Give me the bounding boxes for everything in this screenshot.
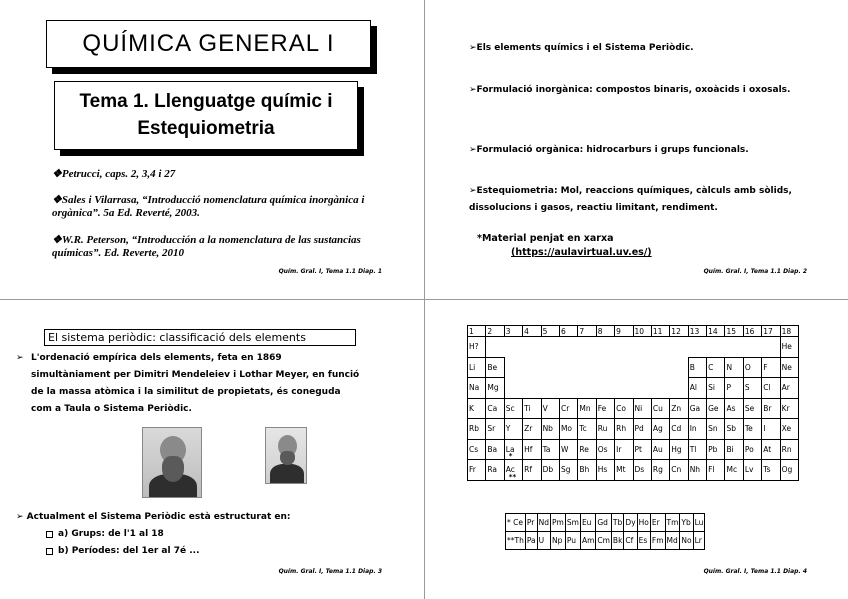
element-cell: Sc (504, 398, 522, 419)
element-cell: C (707, 357, 725, 378)
element-cell: Nb (541, 419, 559, 440)
element-cell: Ru (596, 419, 614, 440)
element-cell: In (688, 419, 706, 440)
element-cell: Pu (565, 532, 580, 550)
element-cell: Fe (596, 398, 614, 419)
topic-item: ➢Estequiometria: Mol, reaccions químiques, càlculs amb sòlids, dissolucions i gasos, reactiu limitant, rendiment. (469, 186, 792, 213)
element-cell: H? (468, 337, 486, 358)
f-block-marker: * (508, 452, 513, 460)
group-number: 15 (725, 326, 743, 337)
element-cell: Pr (525, 514, 537, 532)
element-cell: Er (650, 514, 665, 532)
checkbox-icon (46, 548, 53, 555)
intro-text: L'ordenació empírica dels elements, feta en 1869 simultàniament per Dimitri Mendeleiev i Lothar Meyer, en funció de la massa atòmica i la similitut de propietats, és coneguda com a Taula o Sistema Periòdic. (31, 353, 360, 414)
topic-title-line2: Estequiometria (137, 118, 275, 140)
period-row (468, 398, 799, 419)
element-cell: Rh (615, 419, 633, 440)
period-row (468, 357, 799, 378)
element-cell: Pt (633, 439, 651, 460)
group-number: 4 (523, 326, 541, 337)
element-cell: Se (743, 398, 761, 419)
element-cell: Xe (780, 419, 798, 440)
element-cell: Np (551, 532, 566, 550)
element-cell: Ir (615, 439, 633, 460)
element-cell: Li (468, 357, 486, 378)
meyer-portrait (265, 427, 307, 484)
element-cell: Cu (651, 398, 669, 419)
element-cell: Sr (486, 419, 504, 440)
element-cell: Si (707, 378, 725, 399)
period-row (468, 460, 799, 481)
slide-footer: Quím. Gral. I, Tema 1.1 Diap. 1 (278, 268, 382, 275)
element-cell: O (743, 357, 761, 378)
element-cell: Mt (615, 460, 633, 481)
element-cell: W (559, 439, 577, 460)
element-cell: Lu (693, 514, 705, 532)
group-number: 13 (688, 326, 706, 337)
element-cell: Pa (525, 532, 537, 550)
group-number: 5 (541, 326, 559, 337)
element-cell: Ti (523, 398, 541, 419)
element-cell: Lr (693, 532, 705, 550)
element-cell: Sm (565, 514, 580, 532)
reference-item: ❖Petrucci, caps. 2, 3,4 i 27 (52, 168, 176, 180)
element-cell: Mo (559, 419, 577, 440)
element-cell: Br (762, 398, 780, 419)
element-cell: V (541, 398, 559, 419)
element-cell: Na (468, 378, 486, 399)
aulavirtual-link[interactable]: (https://aulavirtual.uv.es/) (511, 247, 652, 258)
element-symbol: La (505, 444, 515, 454)
element-cell: Pm (551, 514, 566, 532)
element-cell: Sb (725, 419, 743, 440)
element-cell: Am (580, 532, 595, 550)
sub-item-periods (16, 543, 376, 560)
element-symbol: Ac (505, 465, 515, 475)
slide-footer: Quím. Gral. I, Tema 1.1 Diap. 4 (703, 568, 807, 575)
element-cell: Bi (725, 439, 743, 460)
element-cell: Ag (651, 419, 669, 440)
checkbox-icon (46, 531, 53, 538)
element-cell: Pd (633, 419, 651, 440)
element-cell: **Th (506, 532, 526, 550)
element-cell: Bk (611, 532, 624, 550)
element-cell: Cl (762, 378, 780, 399)
element-cell: At (762, 439, 780, 460)
element-cell: As (725, 398, 743, 419)
element-cell: Te (743, 419, 761, 440)
element-cell: Ar (780, 378, 798, 399)
group-number: 18 (780, 326, 798, 337)
element-cell: Tl (688, 439, 706, 460)
sub-item-periods-text: b) Períodes: del 1er al 7é ... (58, 546, 200, 556)
topic-item: ➢Formulació inorgànica: compostos binaris, oxoàcids i oxosals. (469, 85, 791, 95)
element-cell: S (743, 378, 761, 399)
element-cell: Og (780, 460, 798, 481)
element-cell: Es (637, 532, 650, 550)
slide-3 (0, 300, 424, 599)
element-cell: Fm (650, 532, 665, 550)
element-cell: Rb (468, 419, 486, 440)
topic-title-box (54, 81, 358, 150)
element-cell: Tm (665, 514, 680, 532)
element-cell: Md (665, 532, 680, 550)
empty-cell (504, 357, 688, 378)
element-cell: Rg (651, 460, 669, 481)
group-number: 17 (762, 326, 780, 337)
slide-footer: Quím. Gral. I, Tema 1.1 Diap. 2 (703, 268, 807, 275)
element-cell: F (762, 357, 780, 378)
element-cell: Tb (611, 514, 624, 532)
element-cell: Db (541, 460, 559, 481)
topic-item: ➢Els elements químics i el Sistema Periòdic. (469, 43, 694, 53)
structure-list (16, 509, 376, 560)
element-cell: Cn (670, 460, 688, 481)
element-cell: Hf (523, 439, 541, 460)
element-cell: P (725, 378, 743, 399)
element-cell: Ni (633, 398, 651, 419)
group-number: 12 (670, 326, 688, 337)
element-cell: Ts (762, 460, 780, 481)
group-number: 11 (651, 326, 669, 337)
group-number: 2 (486, 326, 504, 337)
group-number: 14 (707, 326, 725, 337)
empty-cell (504, 378, 688, 399)
element-cell: Ba (486, 439, 504, 460)
group-number: 7 (578, 326, 596, 337)
element-cell: Cr (559, 398, 577, 419)
element-cell: Sn (707, 419, 725, 440)
element-cell: Ne (780, 357, 798, 378)
period-row (468, 378, 799, 399)
material-note-text: *Material penjat en xarxa (477, 233, 614, 244)
intro-paragraph (16, 350, 361, 418)
element-cell: Ge (707, 398, 725, 419)
element-cell: Rf (523, 460, 541, 481)
actinides-row (506, 532, 705, 550)
element-cell: Tc (578, 419, 596, 440)
element-cell: K (468, 398, 486, 419)
element-cell: Co (615, 398, 633, 419)
reference-item: ❖Sales i Vilarrasa, “Introducció nomenclatura química inorgànica i orgànica”. 5a Ed. Reverté, 2003. (52, 194, 365, 219)
slide-1 (0, 0, 424, 299)
period-row (468, 419, 799, 440)
slide-title: El sistema periòdic: classificació dels elements (44, 329, 356, 346)
element-cell: Rn (780, 439, 798, 460)
group-number: 6 (559, 326, 577, 337)
period-row (468, 439, 799, 460)
empty-cell (486, 337, 780, 358)
lanthanides-row (506, 514, 705, 532)
element-cell: Al (688, 378, 706, 399)
element-cell: Ra (486, 460, 504, 481)
group-header-row (468, 326, 799, 337)
element-cell: Hg (670, 439, 688, 460)
element-cell: Y (504, 419, 522, 440)
element-cell: Eu (580, 514, 595, 532)
element-cell: Fl (707, 460, 725, 481)
sub-item-groups (16, 526, 376, 543)
element-cell: Ga (688, 398, 706, 419)
element-cell: Gd (596, 514, 612, 532)
element-cell: Hs (596, 460, 614, 481)
element-cell: Nh (688, 460, 706, 481)
structure-bullet: ➢ Actualment el Sistema Periòdic està estructurat en: (16, 512, 291, 522)
reference-item: ❖W.R. Peterson, “Introducción a la nomenclatura de las sustancias químicas”. Ed. Reverte, 2010 (52, 234, 361, 259)
element-cell: Ho (637, 514, 650, 532)
element-cell: Ta (541, 439, 559, 460)
element-cell: Mc (725, 460, 743, 481)
topic-title-line1: Tema 1. Llenguatge químic i (79, 90, 333, 112)
material-note (477, 232, 652, 260)
element-cell: Bh (578, 460, 596, 481)
slide-2 (425, 0, 848, 299)
element-cell: Mn (578, 398, 596, 419)
period-row (468, 337, 799, 358)
element-cell: No (680, 532, 693, 550)
course-title: QUÍMICA GENERAL I (46, 20, 371, 68)
element-cell: U (537, 532, 550, 550)
element-cell: Dy (624, 514, 637, 532)
group-number: 1 (468, 326, 486, 337)
group-number: 9 (615, 326, 633, 337)
element-cell: Nd (537, 514, 550, 532)
element-cell: Lv (743, 460, 761, 481)
topic-item: ➢Formulació orgànica: hidrocarburs i grups funcionals. (469, 145, 749, 155)
group-number: 16 (743, 326, 761, 337)
element-cell: Os (596, 439, 614, 460)
group-number: 10 (633, 326, 651, 337)
group-number: 8 (596, 326, 614, 337)
element-cell: Ds (633, 460, 651, 481)
element-cell: Au (651, 439, 669, 460)
element-cell: N (725, 357, 743, 378)
element-cell: Cs (468, 439, 486, 460)
slide-4 (425, 300, 848, 599)
f-block-table (505, 513, 705, 550)
sub-item-groups-text: a) Grups: de l'1 al 18 (58, 529, 164, 539)
element-cell: Zn (670, 398, 688, 419)
mendeleiev-portrait (142, 427, 202, 498)
element-cell: Ca (486, 398, 504, 419)
periodic-table (467, 325, 799, 481)
group-number: 3 (504, 326, 522, 337)
f-block-marker: ** (508, 472, 517, 481)
slide-footer: Quím. Gral. I, Tema 1.1 Diap. 3 (278, 568, 382, 575)
element-cell: Cd (670, 419, 688, 440)
element-cell: Mg (486, 378, 504, 399)
element-cell (504, 439, 522, 460)
element-cell: * Ce (506, 514, 526, 532)
element-cell: Kr (780, 398, 798, 419)
element-cell: He (780, 337, 798, 358)
element-cell: Yb (680, 514, 693, 532)
element-cell: Be (486, 357, 504, 378)
element-cell (504, 460, 522, 481)
element-cell: Sg (559, 460, 577, 481)
element-cell: Pb (707, 439, 725, 460)
element-cell: B (688, 357, 706, 378)
element-cell: I (762, 419, 780, 440)
element-cell: Cm (596, 532, 612, 550)
element-cell: Po (743, 439, 761, 460)
element-cell: Re (578, 439, 596, 460)
element-cell: Zr (523, 419, 541, 440)
element-cell: Cf (624, 532, 637, 550)
arrow-bullet-icon: ➢ (16, 353, 24, 363)
element-cell: Fr (468, 460, 486, 481)
